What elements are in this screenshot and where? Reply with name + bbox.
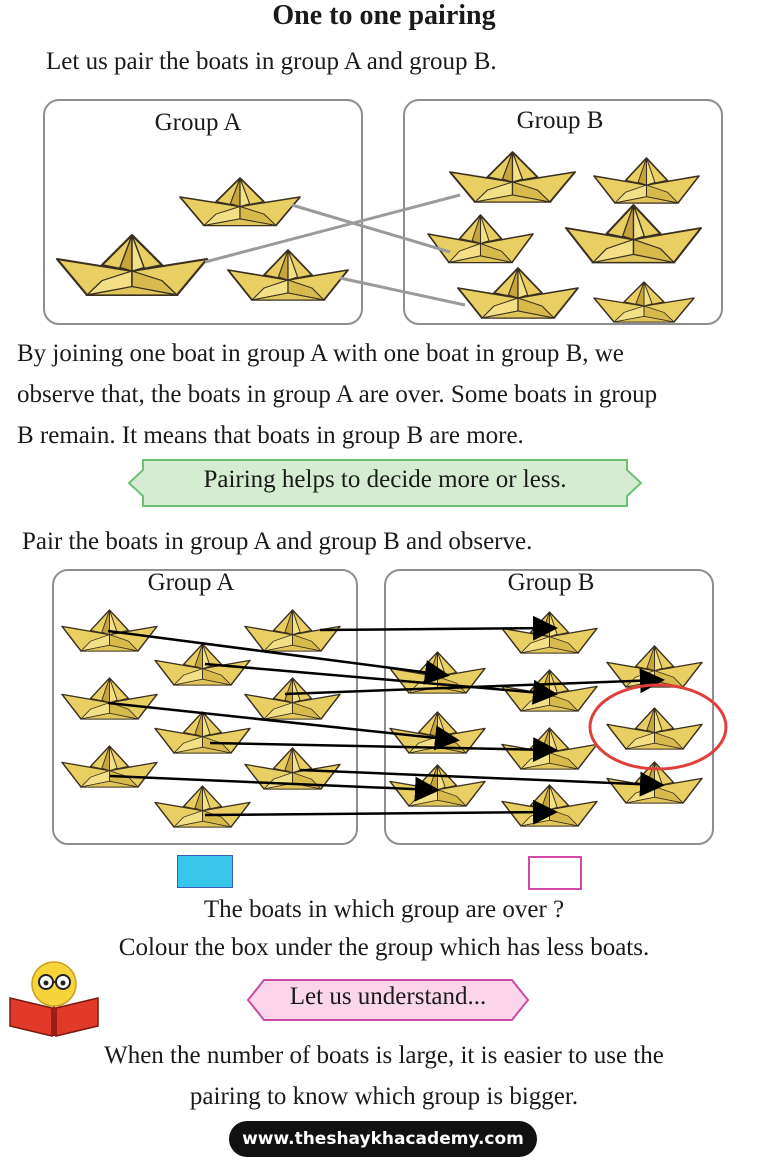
conclusion-line: When the number of boats is large, it is easier to use the: [104, 1042, 664, 1069]
boat: [155, 712, 250, 753]
explanation-line: By joining one boat in group A with one boat in group B, we: [17, 340, 624, 367]
boat: [155, 786, 250, 827]
explanation-line: observe that, the boats in group A are over. Some boats in group: [17, 381, 658, 408]
example-group-a-label: Group A: [154, 109, 242, 136]
exercise-intro: Pair the boats in group A and group B and observe.: [22, 528, 533, 555]
boat: [155, 644, 250, 685]
example-group-b-label: Group B: [516, 107, 604, 134]
footer-url[interactable]: www.theshaykhacademy.com: [229, 1121, 537, 1157]
boat: [502, 612, 597, 653]
question-text: The boats in which group are over ?: [203, 896, 565, 923]
answer-box-group-b[interactable]: [528, 856, 582, 890]
boat: [607, 708, 702, 749]
boat: [502, 785, 597, 826]
conclusion: [0, 1035, 768, 1117]
pair-arrow: [205, 812, 553, 815]
answer-box-group-a[interactable]: [177, 855, 233, 888]
pink-banner: Let us understand...: [289, 983, 487, 1010]
reading-mascot-icon: [6, 960, 102, 1036]
conclusion-line: pairing to know which group is bigger.: [189, 1083, 579, 1110]
intro-text: Let us pair the boats in group A and group B.: [46, 48, 497, 75]
exercise-group-b-label: Group B: [507, 569, 595, 596]
boat: [62, 746, 157, 787]
pair-arrow: [320, 628, 553, 630]
instruction-text: Colour the box under the group which has less boats.: [118, 934, 650, 961]
boat: [245, 678, 340, 719]
page-title: One to one pairing: [272, 0, 496, 31]
explanation-line: B remain. It means that boats in group B are more.: [17, 422, 524, 449]
green-banner: Pairing helps to decide more or less.: [203, 466, 567, 493]
boat: [62, 678, 157, 719]
boat: [390, 765, 485, 806]
exercise-group-a-label: Group A: [147, 569, 235, 596]
